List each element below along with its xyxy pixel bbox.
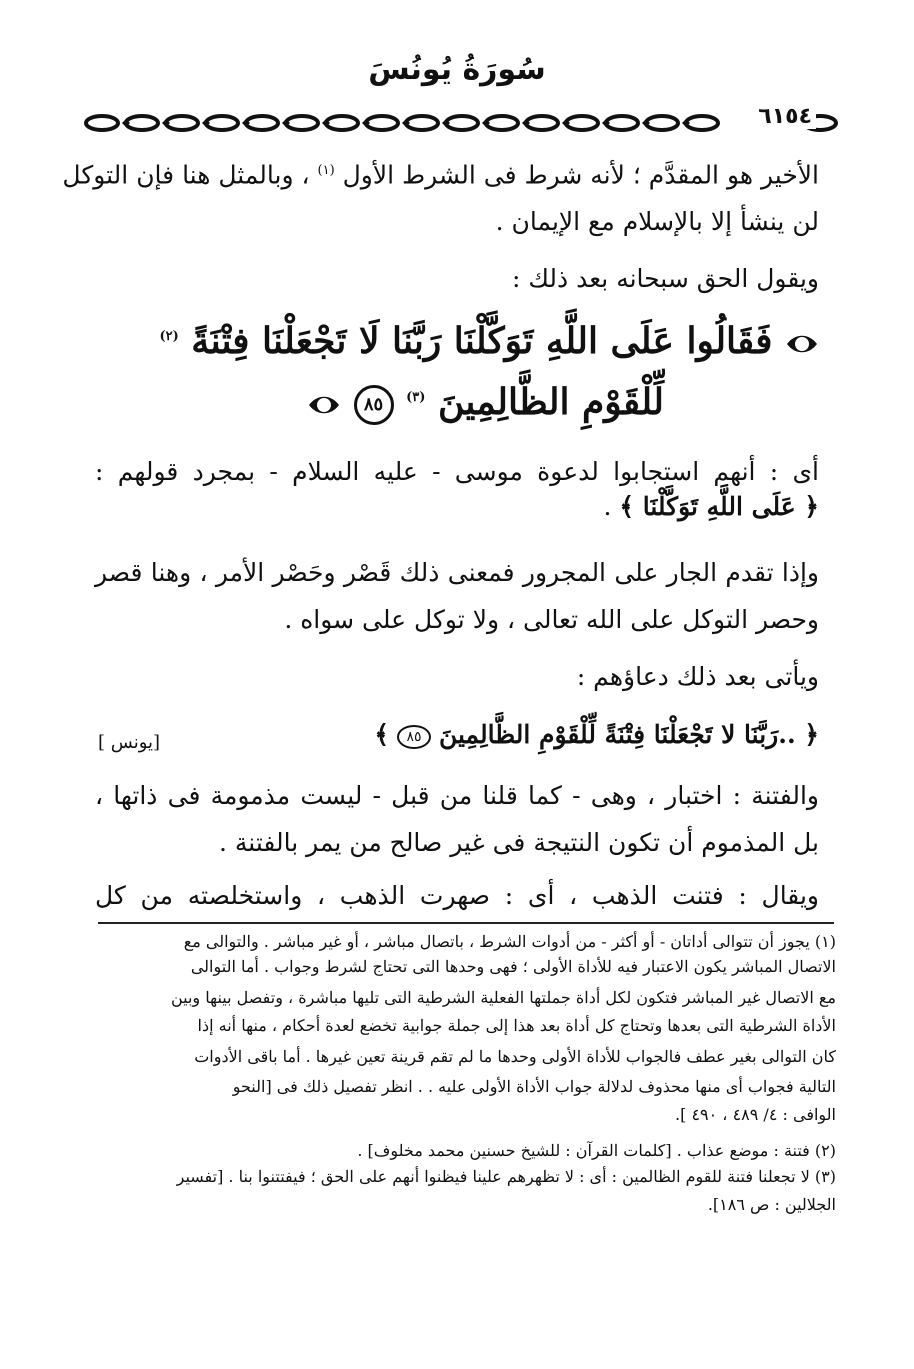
surah-reference: [يونس ] xyxy=(98,732,161,753)
surah-title: سُورَةُ يُونُسَ xyxy=(368,52,546,87)
footnote-1-line-2: الاتصال المباشر يكون الاعتبار فيه للأداة الأولى ؛ فهى وحدها التى تحتاج لشرط وجواب . أما التوالى xyxy=(190,957,836,976)
paragraph-2-line-2 xyxy=(95,490,819,524)
footnote-ref-3: (٣) xyxy=(406,390,426,405)
header-ornament-band xyxy=(80,108,840,138)
paragraph-1-text-a: الأخير هو المقدَّم ؛ لأنه شرط فى الشرط الأول xyxy=(342,160,819,190)
intro-line-1: ويقول الحق سبحانه بعد ذلك : xyxy=(511,264,819,293)
paragraph-4-line-1: والفتنة : اختبار ، وهى - كما قلنا من قبل - ليست مذمومة فى ذاتها ، xyxy=(95,781,819,810)
footnote-1-line-5: كان التوالى بغير عطف فالجواب للأداة الأولى وحدها ما لم تقم قرينة تعين غيرها . أما باقى الأدوات xyxy=(194,1047,836,1066)
ayah-number-badge: ٨٥ xyxy=(354,385,394,425)
footnote-ref-2: (٢) xyxy=(159,329,179,344)
verse-line-2 xyxy=(307,376,664,425)
paragraph-3-line-1: وإذا تقدم الجار على المجرور فمعنى ذلك قَصْر وحَصْر الأمر ، وهنا قصر xyxy=(95,558,819,587)
footnote-1-line-3: مع الاتصال غير المباشر فتكون لكل أداة جملتها الفعلية الشرطية التى تليها مباشرة ، وتفصل بينها وبين xyxy=(170,988,836,1007)
quran-quote-2-text: ﴿ ..رَبَّنَا لا تَجْعَلْنَا فِتْنَةً لِّلْقَوْمِ الظَّالِمِينَ xyxy=(438,720,819,749)
quran-quote-2-close: ﴾ xyxy=(374,720,390,749)
footnote-separator xyxy=(98,922,834,924)
paragraph-1-line-1 xyxy=(62,154,819,192)
page-number: ٦١٥٤ xyxy=(754,104,816,129)
verse-line-2-text: لِّلْقَوْمِ الظَّالِمِينَ xyxy=(437,381,664,423)
quran-quote-2 xyxy=(300,718,819,752)
footnote-2: (٢) فتنة : موضع عذاب . [كلمات القرآن : للشيخ حسنين محمد مخلوف] . xyxy=(357,1141,836,1160)
footnote-3-line-1: (٣) لا تجعلنا فتنة للقوم الظالمين : أى : لا تظهرهم علينا فيظنوا أنهم على الحق ؛ فيفتتنوا بنا . [تفسير xyxy=(176,1167,836,1186)
paragraph-1-line-2: لن ينشأ إلا بالإسلام مع الإيمان . xyxy=(495,207,819,236)
ayah-number-small: ٨٥ xyxy=(397,725,431,749)
quran-quote-1: ﴿ عَلَى اللَّهِ تَوَكَّلْنَا ﴾ xyxy=(619,492,819,521)
paragraph-2-line-1: أى : أنهم استجابوا لدعوة موسى - عليه السلام - بمجرد قولهم : xyxy=(95,457,819,486)
intro-line-2: ويأتى بعد ذلك دعاؤهم : xyxy=(576,662,819,691)
paragraph-1-text-b: ، وبالمثل هنا فإن التوكل xyxy=(62,160,310,190)
quote-1-end: . xyxy=(603,492,612,521)
footnote-1-line-6: التالية فجواب أى منها محذوف لدلالة جواب الأداة الأولى عليه . . انظر تفصيل ذلك فى [النحو xyxy=(232,1077,836,1096)
verse-open-ornament-icon xyxy=(785,333,819,355)
footnote-ref-1: (١) xyxy=(317,163,335,178)
footnote-1-line-1: (١) يجوز أن تتوالى أداتان - أو أكثر - من أدوات الشرط ، باتصال مباشر ، أو غير مباشر . والتوالى مع xyxy=(183,932,836,951)
footnote-1-line-4: الأداة الشرطية التى بعدها وتحتاج كل أداة بعد هذا إلى جملة جوابية تخضع لعدة أحكام ، منها أنه إذا xyxy=(197,1016,836,1035)
footnote-3-line-2: الجلالين : ص ١٨٦]. xyxy=(707,1195,836,1214)
paragraph-4-line-2: بل المذموم أن تكون النتيجة فى غير صالح من يمر بالفتنة . xyxy=(218,828,819,857)
footnote-1-line-7: الوافى : ٤/ ٤٨٩ ، ٤٩٠ ]. xyxy=(675,1105,836,1124)
verse-close-ornament-icon xyxy=(307,394,341,416)
verse-line-1 xyxy=(159,315,819,363)
paragraph-5-line-1: ويقال : فتنت الذهب ، أى : صهرت الذهب ، واستخلصته من كل xyxy=(95,881,819,910)
verse-line-1-text: فَقَالُوا عَلَى اللَّهِ تَوَكَّلْنَا رَبَّنَا لَا تَجْعَلْنَا فِتْنَةً xyxy=(191,320,773,362)
paragraph-3-line-2: وحصر التوكل على الله تعالى ، ولا توكل على سواه . xyxy=(284,605,819,634)
